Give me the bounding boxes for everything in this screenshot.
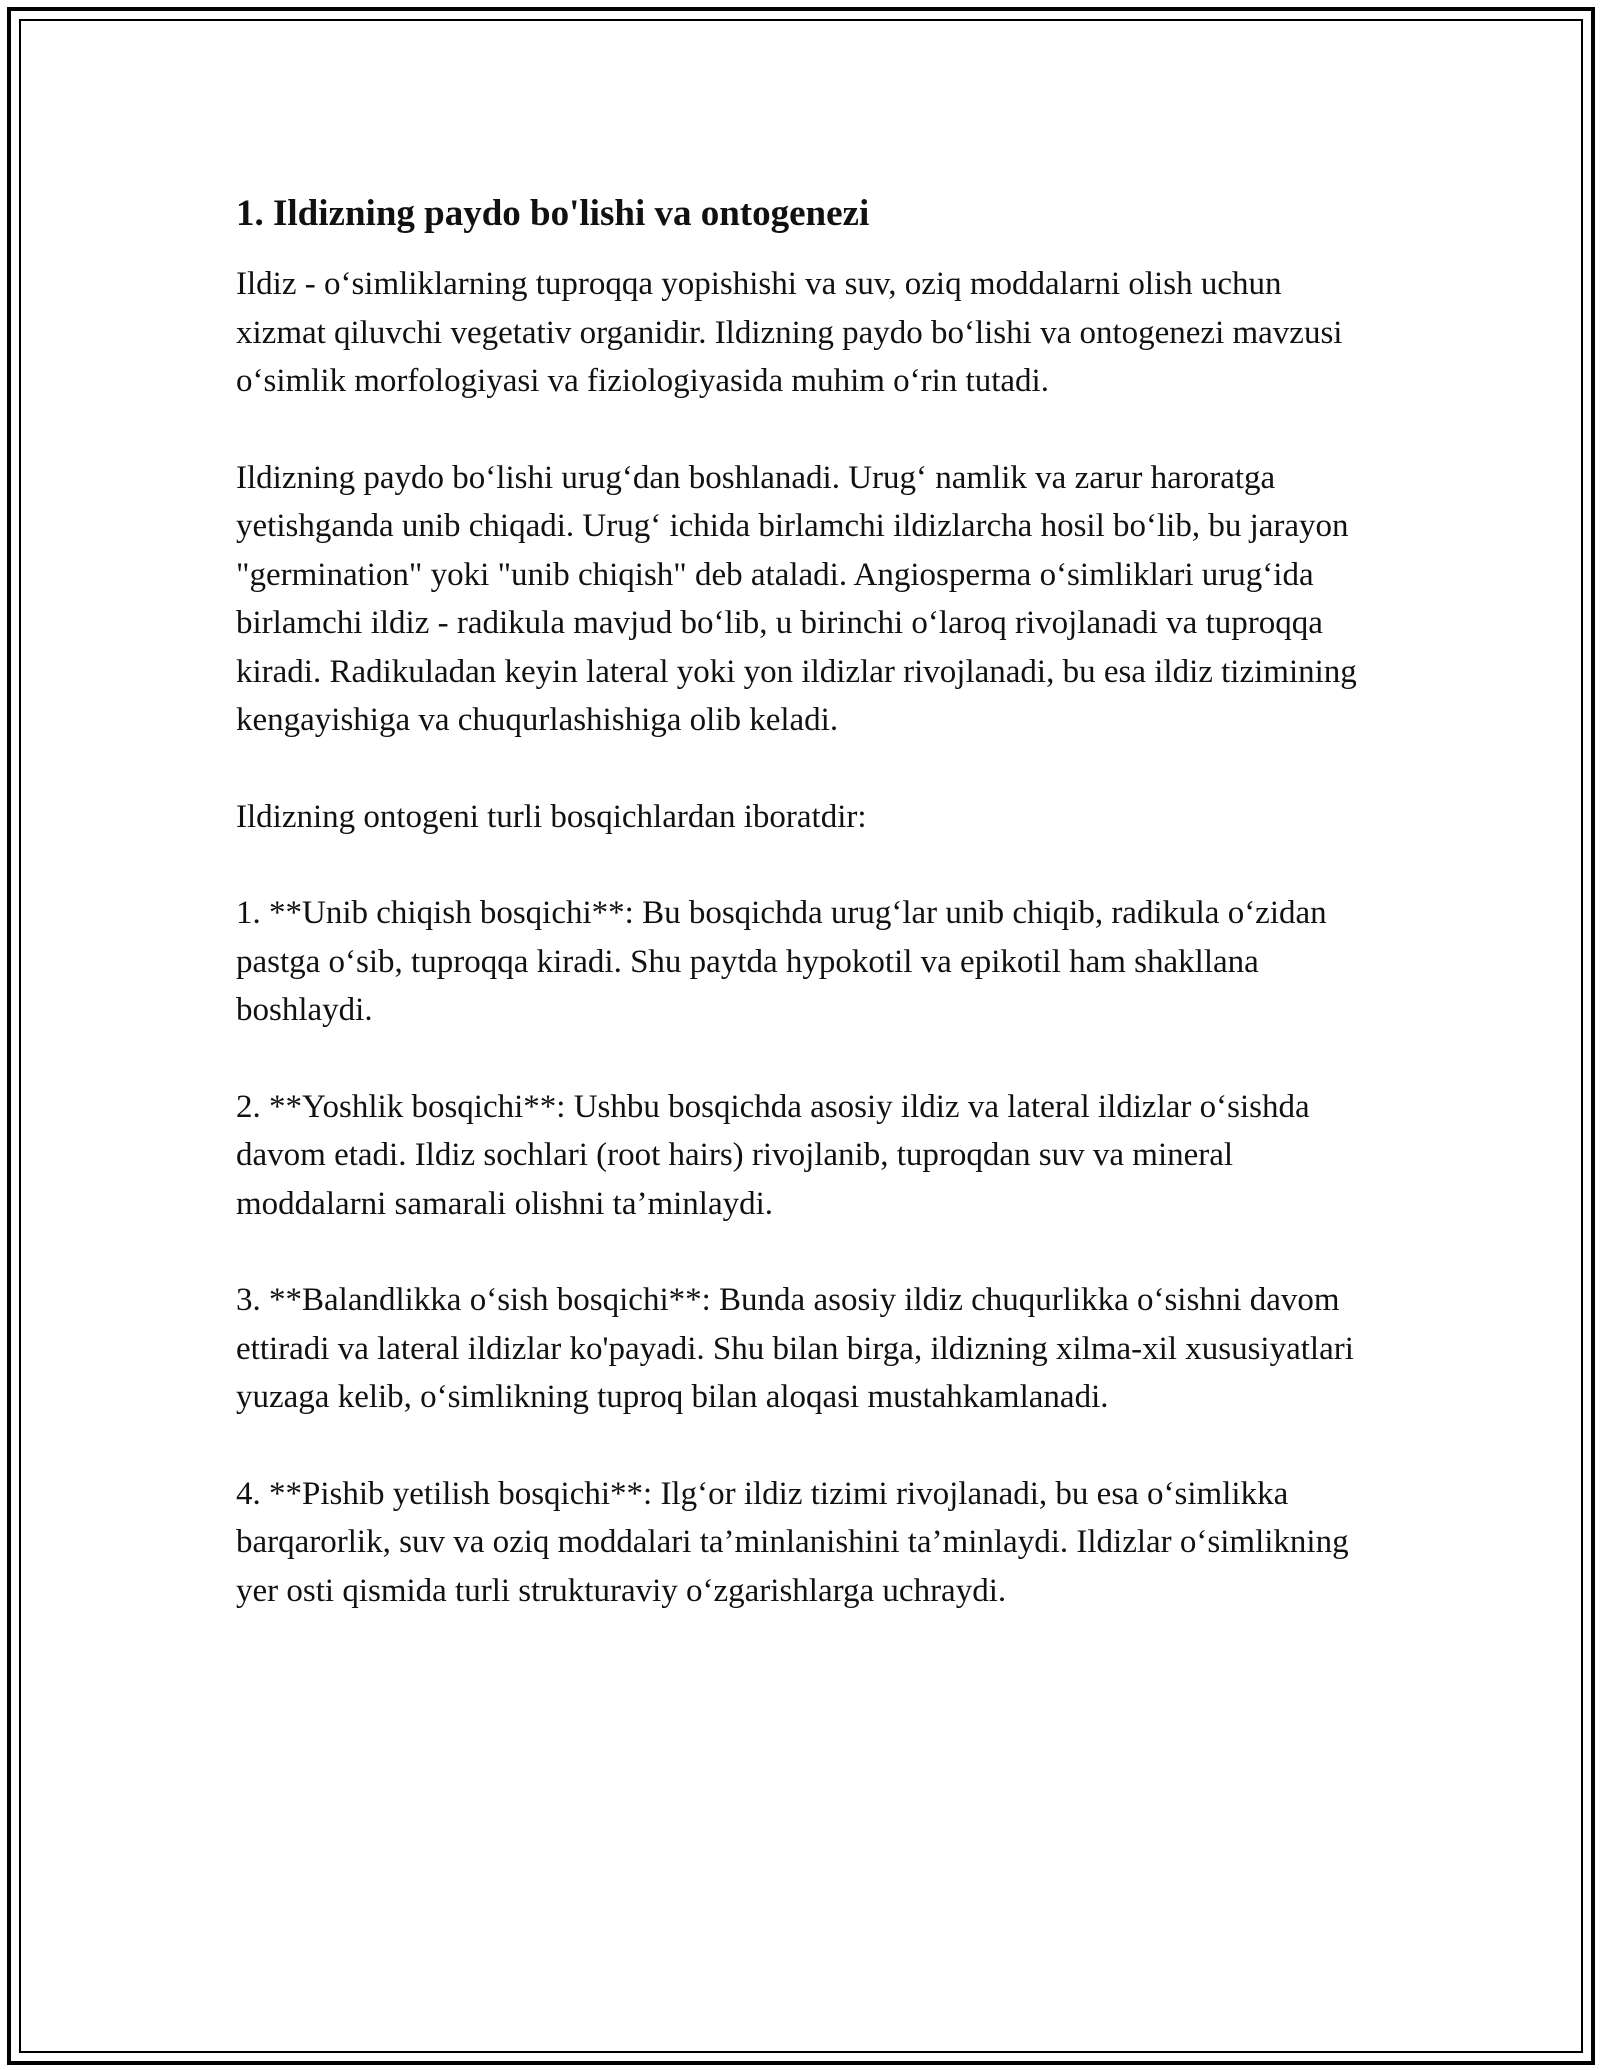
paragraph-stage-4: 4. **Pishib yetilish bosqichi**: Ilg‘or ildiz tizimi rivojlanadi, bu esa o‘simlikka barqarorlik, suv va oziq moddalari ta’minlanishini ta’minlaydi. Ildizlar o‘simlikning yer osti qismida turli strukturaviy o‘zgarishlarga uchraydi. xyxy=(236,1475,1349,1609)
paragraph-intro: Ildiz - o‘simliklarning tuproqqa yopishishi va suv, oziq moddalarni olish uchun xizmat qiluvchi vegetativ organidir. Ildizning paydo bo‘lishi va ontogenezi mavzusi o‘simlik morfologiyasi va fiziologiyasida muhim o‘rin tutadi. xyxy=(236,266,1343,399)
paragraph-stage-1: 1. **Unib chiqish bosqichi**: Bu bosqichda urug‘lar unib chiqib, radikula o‘zidan pastga o‘sib, tuproqqa kiradi. Shu paytda hypokotil va epikotil ham shakllana boshlaydi. xyxy=(236,895,1327,1028)
document-body xyxy=(236,190,1366,1663)
section-heading: 1. Ildizning paydo bo'lishi va ontogenezi xyxy=(236,193,870,234)
paragraph-stage-3: 3. **Balandlikka o‘sish bosqichi**: Bunda asosiy ildiz chuqurlikka o‘sishni davom ettiradi va lateral ildizlar ko'payadi. Shu bilan birga, ildizning xilma-xil xususiyatlari yuzaga kelib, o‘simlikning tuproq bilan aloqasi mustahkamlanadi. xyxy=(236,1282,1354,1415)
paragraph-stage-2: 2. **Yoshlik bosqichi**: Ushbu bosqichda asosiy ildiz va lateral ildizlar o‘sishda davom etadi. Ildiz sochlari (root hairs) rivojlanib, tuproqdan suv va mineral moddalarni samarali olishni ta’minlaydi. xyxy=(236,1088,1310,1222)
paragraph-origin: Ildizning paydo bo‘lishi urug‘dan boshlanadi. Urug‘ namlik va zarur haroratga yetishganda unib chiqadi. Urug‘ ichida birlamchi ildizlarcha hosil bo‘lib, bu jarayon "germination" yoki "unib chiqish" deb ataladi. Angiosperma o‘simliklari urug‘ida birlamchi ildiz - radikula mavjud bo‘lib, u birinchi o‘laroq rivojlanadi va tuproqqa kiradi. Radikuladan keyin lateral yoki yon ildizlar rivojlanadi, bu esa ildiz tizimining kengayishiga va chuqurlashishiga olib keladi. xyxy=(236,459,1357,738)
paragraph-stages-intro: Ildizning ontogeni turli bosqichlardan iboratdir: xyxy=(236,798,867,835)
